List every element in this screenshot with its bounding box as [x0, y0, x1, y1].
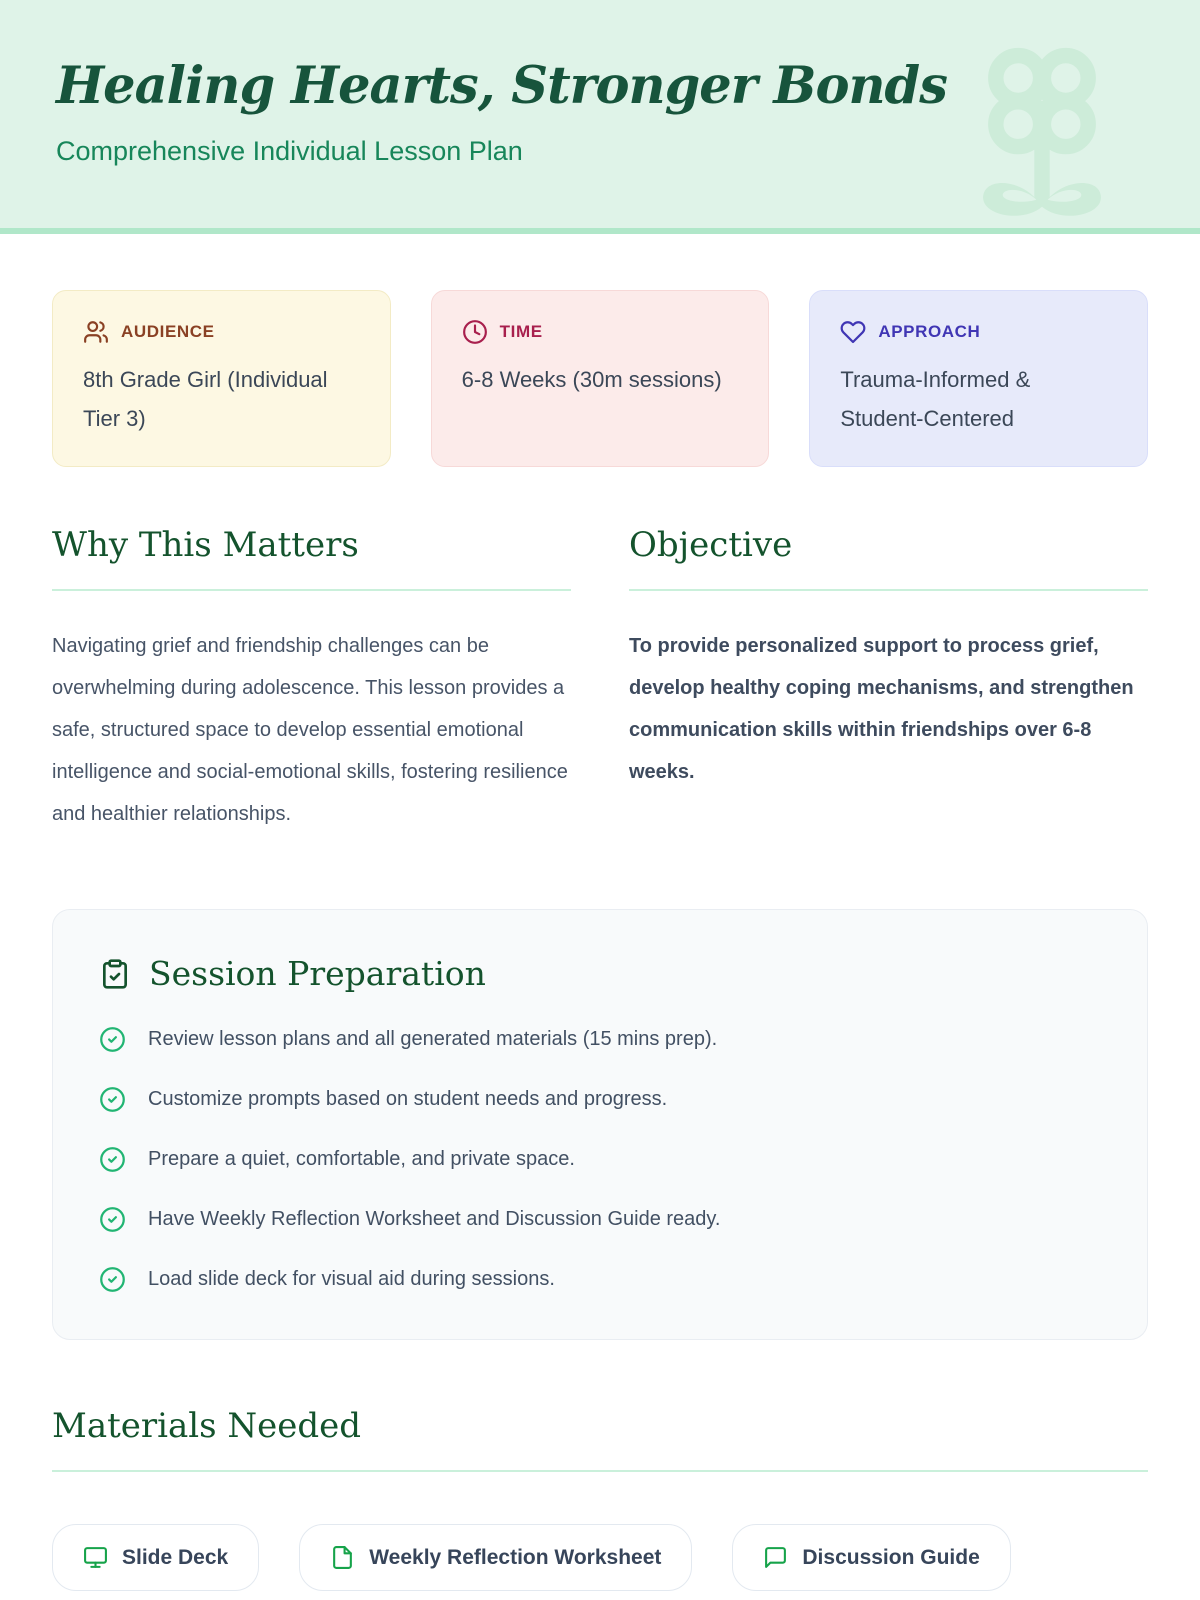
approach-label: APPROACH [878, 322, 981, 341]
audience-value: 8th Grade Girl (Individual Tier 3) [83, 367, 328, 431]
checklist-item-text: Customize prompts based on student needs and progress. [148, 1088, 668, 1110]
circle-check-icon [99, 1206, 126, 1233]
clipboard-check-icon [99, 958, 131, 990]
clock-icon [462, 319, 488, 345]
checklist-item-text: Have Weekly Reflection Worksheet and Discussion Guide ready. [148, 1208, 721, 1230]
material-chip-discussion-guide [732, 1524, 1010, 1591]
approach-card-header [840, 319, 1117, 345]
material-chip-label: Slide Deck [122, 1545, 229, 1569]
material-chip-slide-deck [52, 1524, 259, 1591]
page-subtitle: Comprehensive Individual Lesson Plan [56, 136, 523, 166]
info-cards-row [52, 290, 1148, 467]
page-header [0, 0, 1200, 234]
materials-title: Materials Needed [52, 1406, 1148, 1472]
objective-column [629, 525, 1148, 835]
why-this-matters-body: Navigating grief and friendship challenges can be overwhelming during adolescence. This lesson provides a safe, structured space to develop essential emotional intelligence and social-emotional skills, fostering resilience and healthier relationships. [52, 635, 568, 825]
chat-icon [763, 1545, 788, 1570]
checklist-item [99, 1026, 1101, 1053]
checklist-item [99, 1086, 1101, 1113]
checklist-item-text: Load slide deck for visual aid during sessions. [148, 1268, 555, 1290]
flower-icon [972, 34, 1112, 234]
approach-card [809, 290, 1148, 467]
approach-value: Trauma-Informed & Student-Centered [840, 367, 1031, 431]
material-chip-worksheet [299, 1524, 692, 1591]
checklist-item [99, 1146, 1101, 1173]
two-column-section [52, 525, 1148, 835]
file-icon [330, 1545, 355, 1570]
monitor-icon [83, 1545, 108, 1570]
time-card [431, 290, 770, 467]
checklist-item-text: Prepare a quiet, comfortable, and private space. [148, 1148, 575, 1170]
circle-check-icon [99, 1266, 126, 1293]
circle-check-icon [99, 1146, 126, 1173]
audience-label: AUDIENCE [121, 322, 215, 341]
circle-check-icon [99, 1086, 126, 1113]
audience-card [52, 290, 391, 467]
session-preparation-header [99, 954, 1101, 993]
session-preparation-panel [52, 909, 1148, 1340]
material-chip-label: Discussion Guide [802, 1545, 980, 1569]
users-icon [83, 319, 109, 345]
heart-icon [840, 319, 866, 345]
why-this-matters-title: Why This Matters [52, 525, 571, 591]
circle-check-icon [99, 1026, 126, 1053]
checklist-item [99, 1206, 1101, 1233]
audience-card-header [83, 319, 360, 345]
materials-section [52, 1406, 1148, 1591]
preparation-checklist [99, 1026, 1101, 1293]
why-this-matters-column [52, 525, 571, 835]
checklist-item-text: Review lesson plans and all generated materials (15 mins prep). [148, 1028, 718, 1050]
page-content [0, 290, 1200, 1591]
checklist-item [99, 1266, 1101, 1293]
objective-title: Objective [629, 525, 1148, 591]
objective-body: To provide personalized support to process grief, develop healthy coping mechanisms, and strengthen communication skills within friendships over 6-8 weeks. [629, 635, 1134, 783]
material-chip-label: Weekly Reflection Worksheet [369, 1545, 662, 1569]
materials-chips-row [52, 1524, 1148, 1591]
page-title: Healing Hearts, Stronger Bonds [56, 56, 947, 116]
time-label: TIME [499, 322, 543, 341]
session-preparation-title: Session Preparation [149, 954, 486, 993]
time-card-header [462, 319, 739, 345]
time-value: 6-8 Weeks (30m sessions) [461, 367, 722, 392]
